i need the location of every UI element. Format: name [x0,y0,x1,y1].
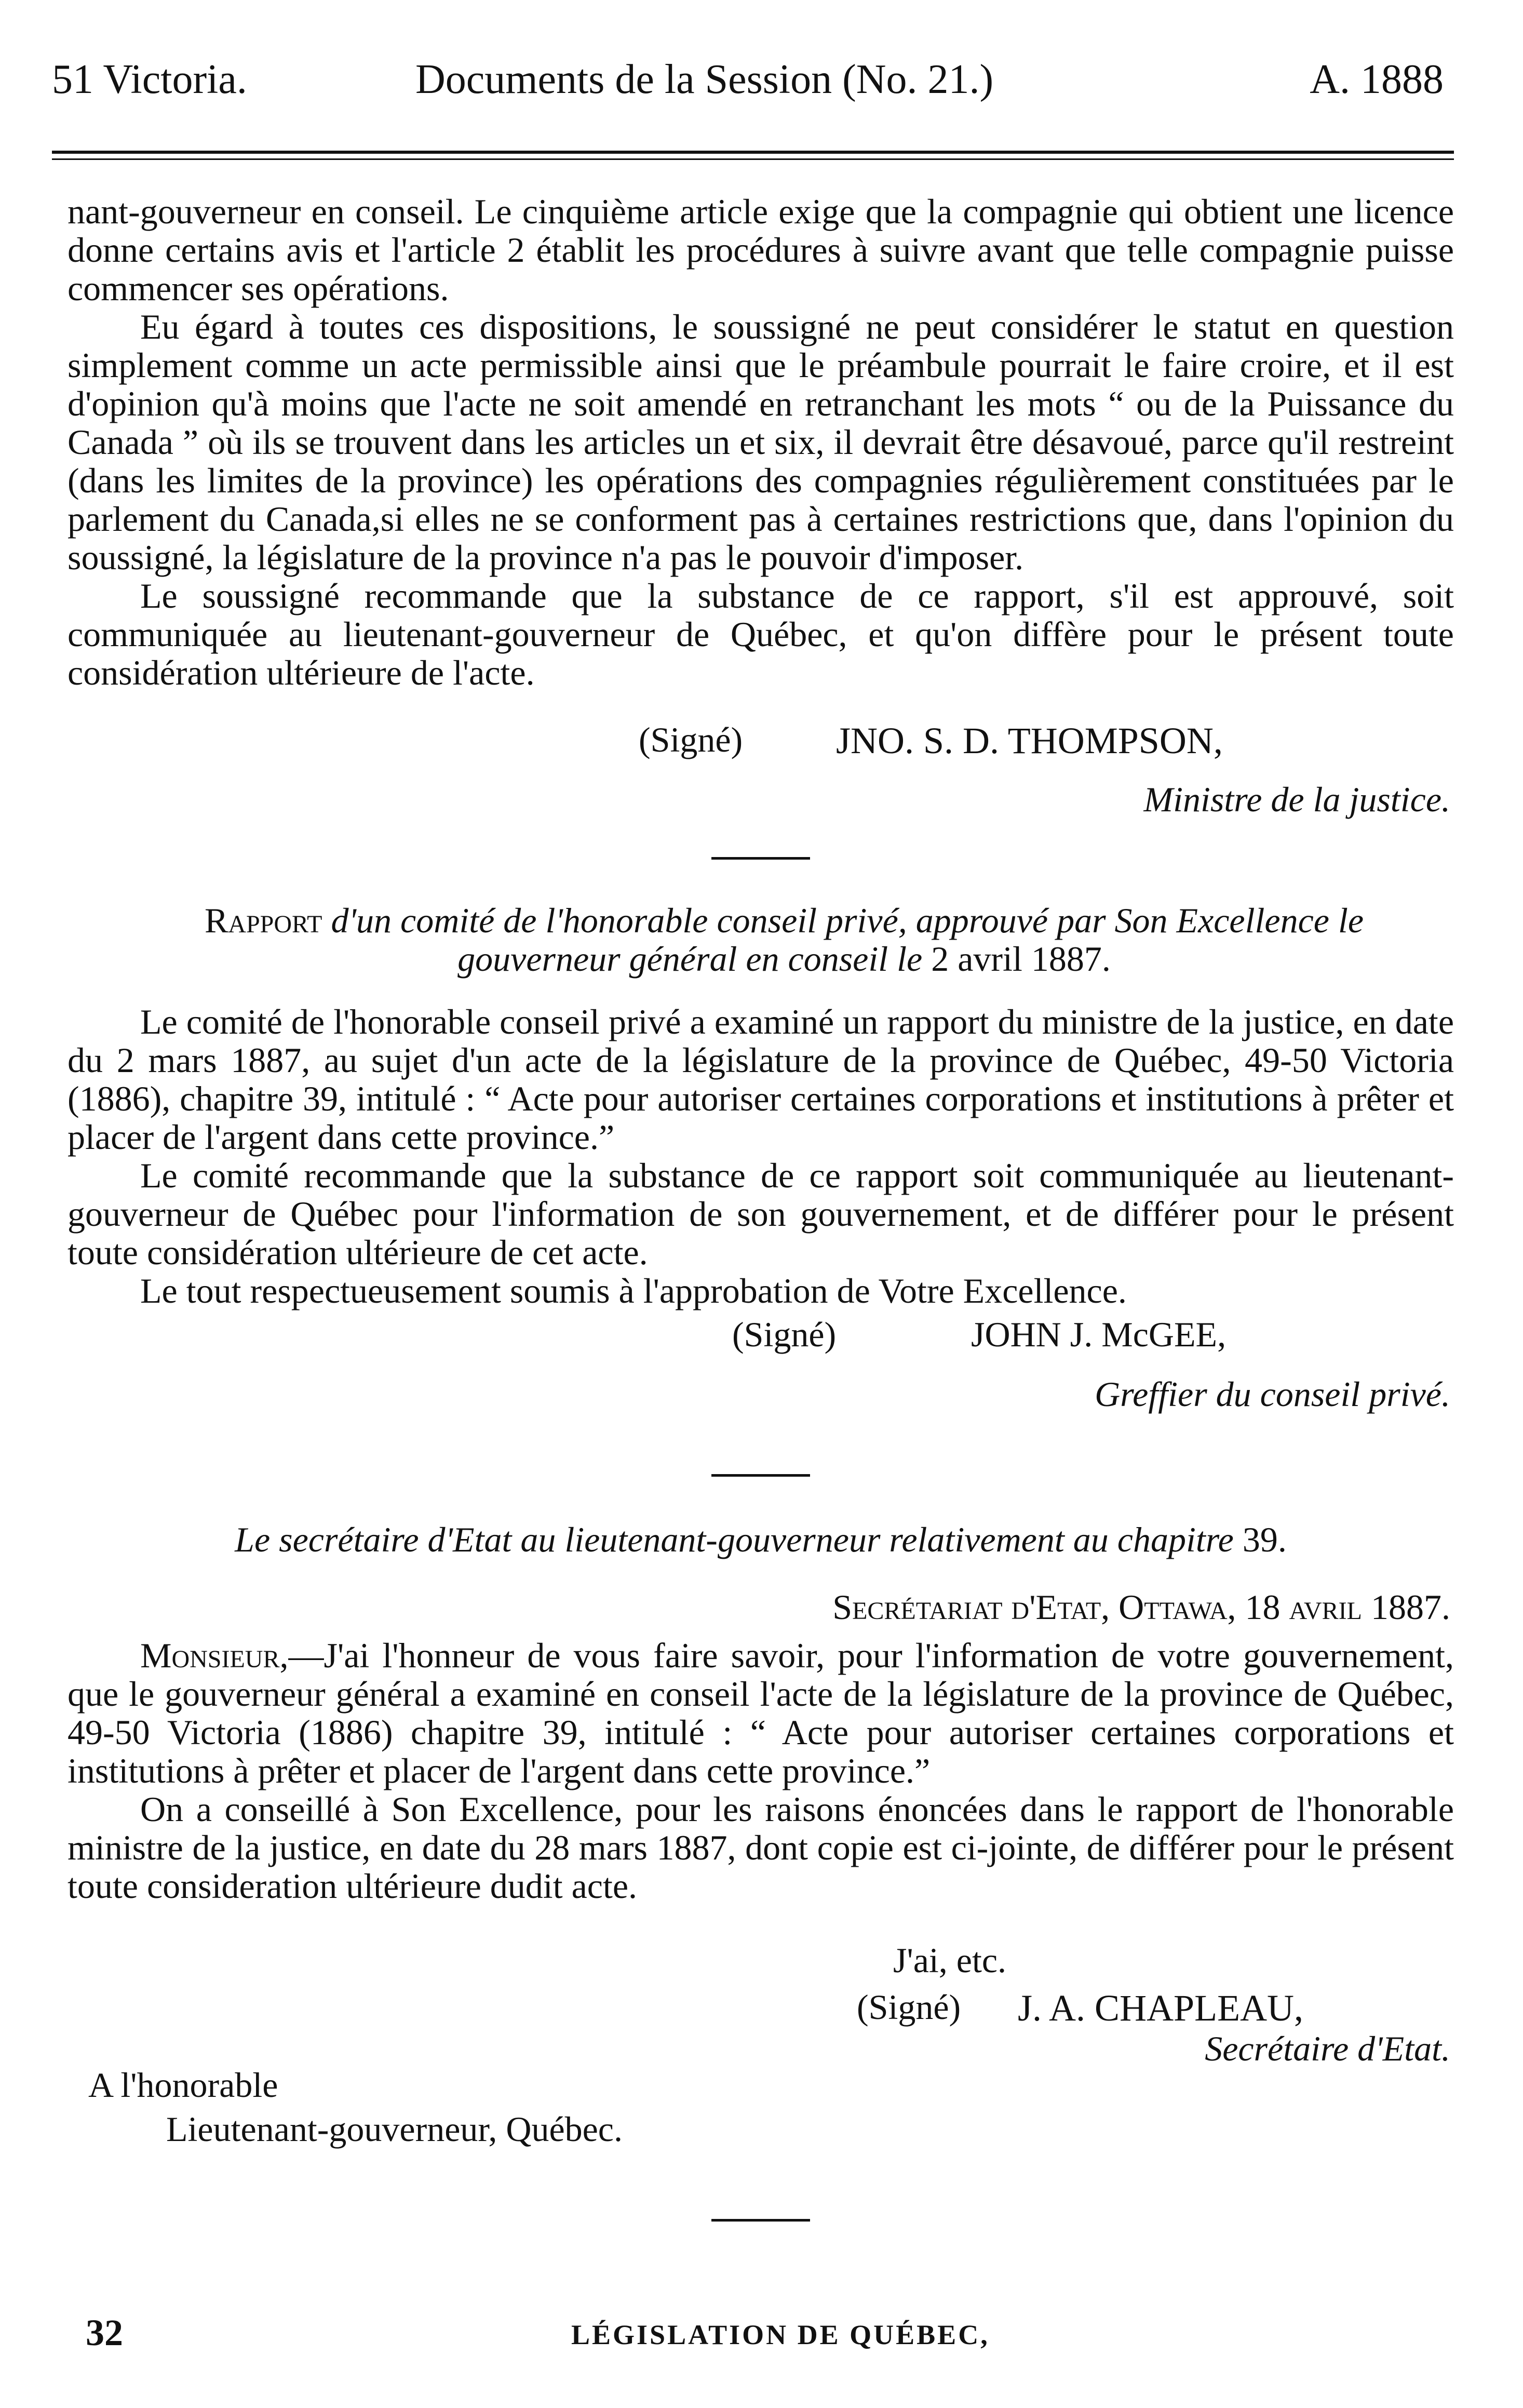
section3-paragraph [68,1636,1454,1790]
section2-signature [0,1314,1454,1366]
section1-paragraph: Eu égard à toutes ces dispositions, le soussigné ne peut considérer le statut en question simplement comme un acte permissible ainsi que le préambule pourrait le faire croire, et il est d'opinion qu'à moins que l'acte ne soit amendé en retranchant les mots “ ou de la Puissance du Canada ” où ils se trouvent dans les articles un et six, il devrait être désavoué, parce qu'il restreint (dans les limites de la province) les opérations des compagnies régulièrement constituées par le parlement du Canada,si elles ne se conforment pas à certaines restrictions que, dans l'opinion du soussigné, la législature de la province n'a pas le pouvoir d'imposer. [68,307,1454,577]
address-line: Lieutenant-gouverneur, Québec. [166,2109,623,2149]
section-divider [711,857,810,860]
section2-body [68,1002,1454,1310]
section2-paragraph: Le tout respectueusement soumis à l'approbation de Votre Excellence. [140,1271,1127,1310]
letter-closing: J'ai, etc. [893,1941,1007,1980]
section3-body [68,1636,1454,1905]
heading-date: 2 avril 1887. [931,939,1111,979]
section1-body [68,192,1454,692]
section1-signature [0,719,1454,777]
signer-name: JOHN J. McGEE, [971,1315,1227,1354]
salutation: Monsieur, [140,1636,289,1675]
heading-chapter: 39. [1242,1520,1287,1559]
page-number: 32 [86,2312,123,2353]
heading-text: Le secrétaire d'Etat au lieutenant-gouverneur relativement au chapitre [235,1520,1234,1559]
header-year: A. 1888 [1310,57,1444,102]
letter-dateline: Secrétariat d'Etat, Ottawa, 18 avril 1887. [832,1587,1450,1627]
page-footer [0,2311,1523,2369]
section2-paragraph: Le comité de l'honorable conseil privé a examiné un rapport du ministre de la justice, en date du 2 mars 1887, au sujet d'un acte de la législature de la province de Québec, 49-50 Victoria (1886), chapitre 39, intitulé : “ Acte pour autoriser certaines corporations et institutions à prêter et placer de l'argent dans cette province.” [68,1002,1454,1157]
signer-title: Greffier du conseil privé. [1095,1374,1450,1414]
running-title: LÉGISLATION DE QUÉBEC, [571,2319,990,2350]
signer-name: JNO. S. D. THOMPSON, [836,720,1223,761]
signer-title: Secrétaire d'Etat. [1205,2029,1450,2068]
section1-paragraph: nant-gouverneur en conseil. Le cinquième article exige que la compagnie qui obtient une licence donne certains avis et l'article 2 établit les procédures à suivre avant que telle compagnie puisse commencer ses opérations. [68,192,1454,308]
section2-paragraph: Le comité recommande que la substance de ce rapport soit communiquée au lieutenant-gouverneur de Québec pour l'information de son gouvernement, et de différer pour le présent toute considération ultérieure de cet acte. [68,1156,1454,1272]
paragraph-text: —J'ai l'honneur de vous faire savoir, pour l'information de votre gouvernement, que le gouverneur général a examiné en conseil l'acte de la législature de la province de Québec, 49-50 Victoria (1886) chapitre 39, intitulé : “ Acte pour autoriser certaines corporations et institutions à prêter et placer de l'argent dans cette province.” [68,1636,1454,1790]
signed-label: (Signé) [857,1987,961,2027]
section1-paragraph: Le soussigné recommande que la substance de ce rapport, s'il est approuvé, soit communiquée au lieutenant-gouverneur de Québec, et qu'on diffère pour le présent toute considération ultérieure de l'acte. [68,576,1454,692]
heading-lead: Rapport [204,901,322,940]
address-line: A l'honorable [88,2065,278,2105]
signer-title: Ministre de la justice. [1143,780,1450,819]
section-divider [711,2219,810,2222]
section3-paragraph: On a conseillé à Son Excellence, pour les raisons énoncées dans le rapport de l'honorable ministre de la justice, en date du 28 mars 1887, dont copie est ci-jointe, de différer pour le présent toute consideration ultérieure dudit acte. [68,1789,1454,1906]
section3-heading [68,1519,1454,1560]
heading-text: d'un comité de l'honorable conseil privé, approuvé par Son Excellence le gouverneur général en conseil le [331,901,1364,979]
signer-name: J. A. CHAPLEAU, [1018,1987,1304,2029]
section2-heading [130,901,1438,978]
header-rule [52,151,1454,160]
page-header [52,56,1454,118]
header-volume: 51 Victoria. [52,57,247,102]
header-title: Documents de la Session (No. 21.) [415,57,994,102]
signed-label: (Signé) [732,1315,837,1354]
section-divider [711,1474,810,1477]
signed-label: (Signé) [639,720,743,759]
